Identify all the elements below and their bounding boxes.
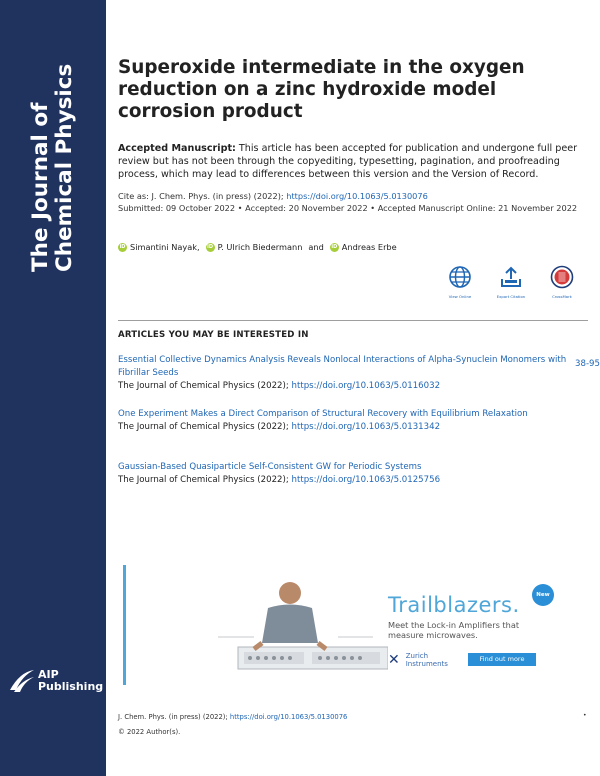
related-article-source — [118, 380, 588, 393]
accepted-label: Accepted Manuscript: — [118, 143, 236, 154]
orcid-icon[interactable]: iD — [207, 243, 213, 250]
journal-title-line2: Chemical Physics — [52, 63, 77, 272]
related-article — [118, 408, 588, 434]
publisher-line1: AIP — [38, 668, 59, 681]
footer-dot: • — [583, 712, 587, 719]
ad-title: Trailblazers. — [388, 593, 520, 617]
page-reference: 38-95 — [575, 359, 600, 369]
submission-dates: Submitted: 09 October 2022 • Accepted: 20 November 2022 • Accepted Manuscript Online: 21 November 2022 — [118, 203, 578, 213]
related-article — [118, 354, 600, 393]
author-list — [118, 242, 588, 252]
journal-title-line1: The Journal of — [28, 102, 53, 272]
accepted-text: This article has been accepted for publication and undergone full peer review but has not been through the copyediting, typesetting, pagination, and proofreading process, which may lead to differences between this version and the Version of Record. — [118, 143, 578, 180]
author-name: Andreas Erbe — [341, 242, 397, 252]
ad-brand-line1: Zurich — [405, 652, 429, 660]
ad-subtitle: Meet the Lock-in Amplifiers that measure microwaves. — [388, 620, 520, 640]
ad-new-badge: New — [532, 584, 554, 606]
orcid-icon[interactable]: iD — [119, 243, 126, 250]
cite-doi-link[interactable]: https://doi.org/10.1063/5.0130076 — [286, 191, 428, 201]
related-article-title[interactable]: Gaussian-Based Quasiparticle Self-Consistent GW for Periodic Systems — [118, 462, 422, 472]
footer-doi-link[interactable]: https://doi.org/10.1063/5.0130076 — [229, 713, 348, 721]
view-online-label: View Online — [448, 294, 472, 299]
related-article-source — [118, 474, 588, 487]
ad-brand-line2: Instruments — [405, 660, 448, 668]
copyright-notice: © 2022 Author(s). — [118, 728, 181, 736]
journal-title — [29, 32, 77, 272]
aip-publishing-logo — [8, 668, 103, 694]
footer-prefix: J. Chem. Phys. (in press) (2022); — [118, 713, 230, 721]
related-article-source — [118, 421, 588, 434]
related-article — [118, 461, 588, 487]
related-article-title[interactable]: Essential Collective Dynamics Analysis Reveals Nonlocal Interactions of Alpha-Synuclein Monomers with Fibrillar Seeds — [118, 355, 567, 378]
find-out-more-button[interactable]: Find out more — [468, 653, 536, 666]
view-online-button[interactable] — [443, 265, 477, 299]
related-article-journal: The Journal of Chemical Physics (2022); — [118, 475, 292, 485]
export-icon — [499, 265, 523, 289]
export-citation-button[interactable] — [494, 265, 528, 299]
orcid-icon[interactable]: iD — [331, 243, 338, 250]
crossmark-label: CrossMark — [552, 294, 572, 299]
aip-swoosh-icon — [8, 668, 36, 694]
article-actions — [443, 265, 600, 305]
export-citation-label: Export Citation — [496, 294, 526, 299]
related-article-doi-link[interactable]: https://doi.org/10.1063/5.0131342 — [291, 422, 441, 432]
crossmark-icon — [550, 265, 574, 289]
cite-as — [118, 191, 588, 202]
zurich-instruments-icon: ✕ — [388, 652, 400, 668]
cite-prefix: Cite as: J. Chem. Phys. (in press) (2022); — [118, 191, 287, 201]
zurich-instruments-logo — [388, 652, 448, 668]
related-article-doi-link[interactable]: https://doi.org/10.1063/5.0125756 — [291, 475, 441, 485]
footer-citation — [118, 713, 347, 722]
related-article-title[interactable]: One Experiment Makes a Direct Comparison of Structural Recovery with Equilibrium Relaxation — [118, 409, 528, 419]
author-name: P. Ulrich Biedermann — [217, 242, 303, 252]
article-title: Superoxide intermediate in the oxygen reduction on a zinc hydroxide model corrosion product — [118, 57, 525, 122]
aip-publishing-text — [38, 669, 103, 693]
related-article-journal: The Journal of Chemical Physics (2022); — [118, 381, 292, 391]
related-article-journal: The Journal of Chemical Physics (2022); — [118, 422, 292, 432]
author-name: Simantini Nayak, — [130, 242, 200, 252]
ad-accent-bar — [123, 565, 126, 685]
advertisement-banner[interactable] — [123, 565, 578, 705]
publisher-line2: Publishing — [38, 680, 104, 693]
related-articles-heading: ARTICLES YOU MAY BE INTERESTED IN — [118, 330, 309, 340]
globe-icon — [448, 265, 472, 289]
ad-person-with-instrument-image — [178, 573, 388, 685]
crossmark-button[interactable] — [545, 265, 579, 299]
section-divider — [118, 320, 588, 321]
author-conjunction: and — [308, 242, 324, 252]
accepted-manuscript-notice — [118, 142, 588, 181]
journal-sidebar — [0, 0, 106, 776]
related-article-doi-link[interactable]: https://doi.org/10.1063/5.0116032 — [291, 381, 441, 391]
